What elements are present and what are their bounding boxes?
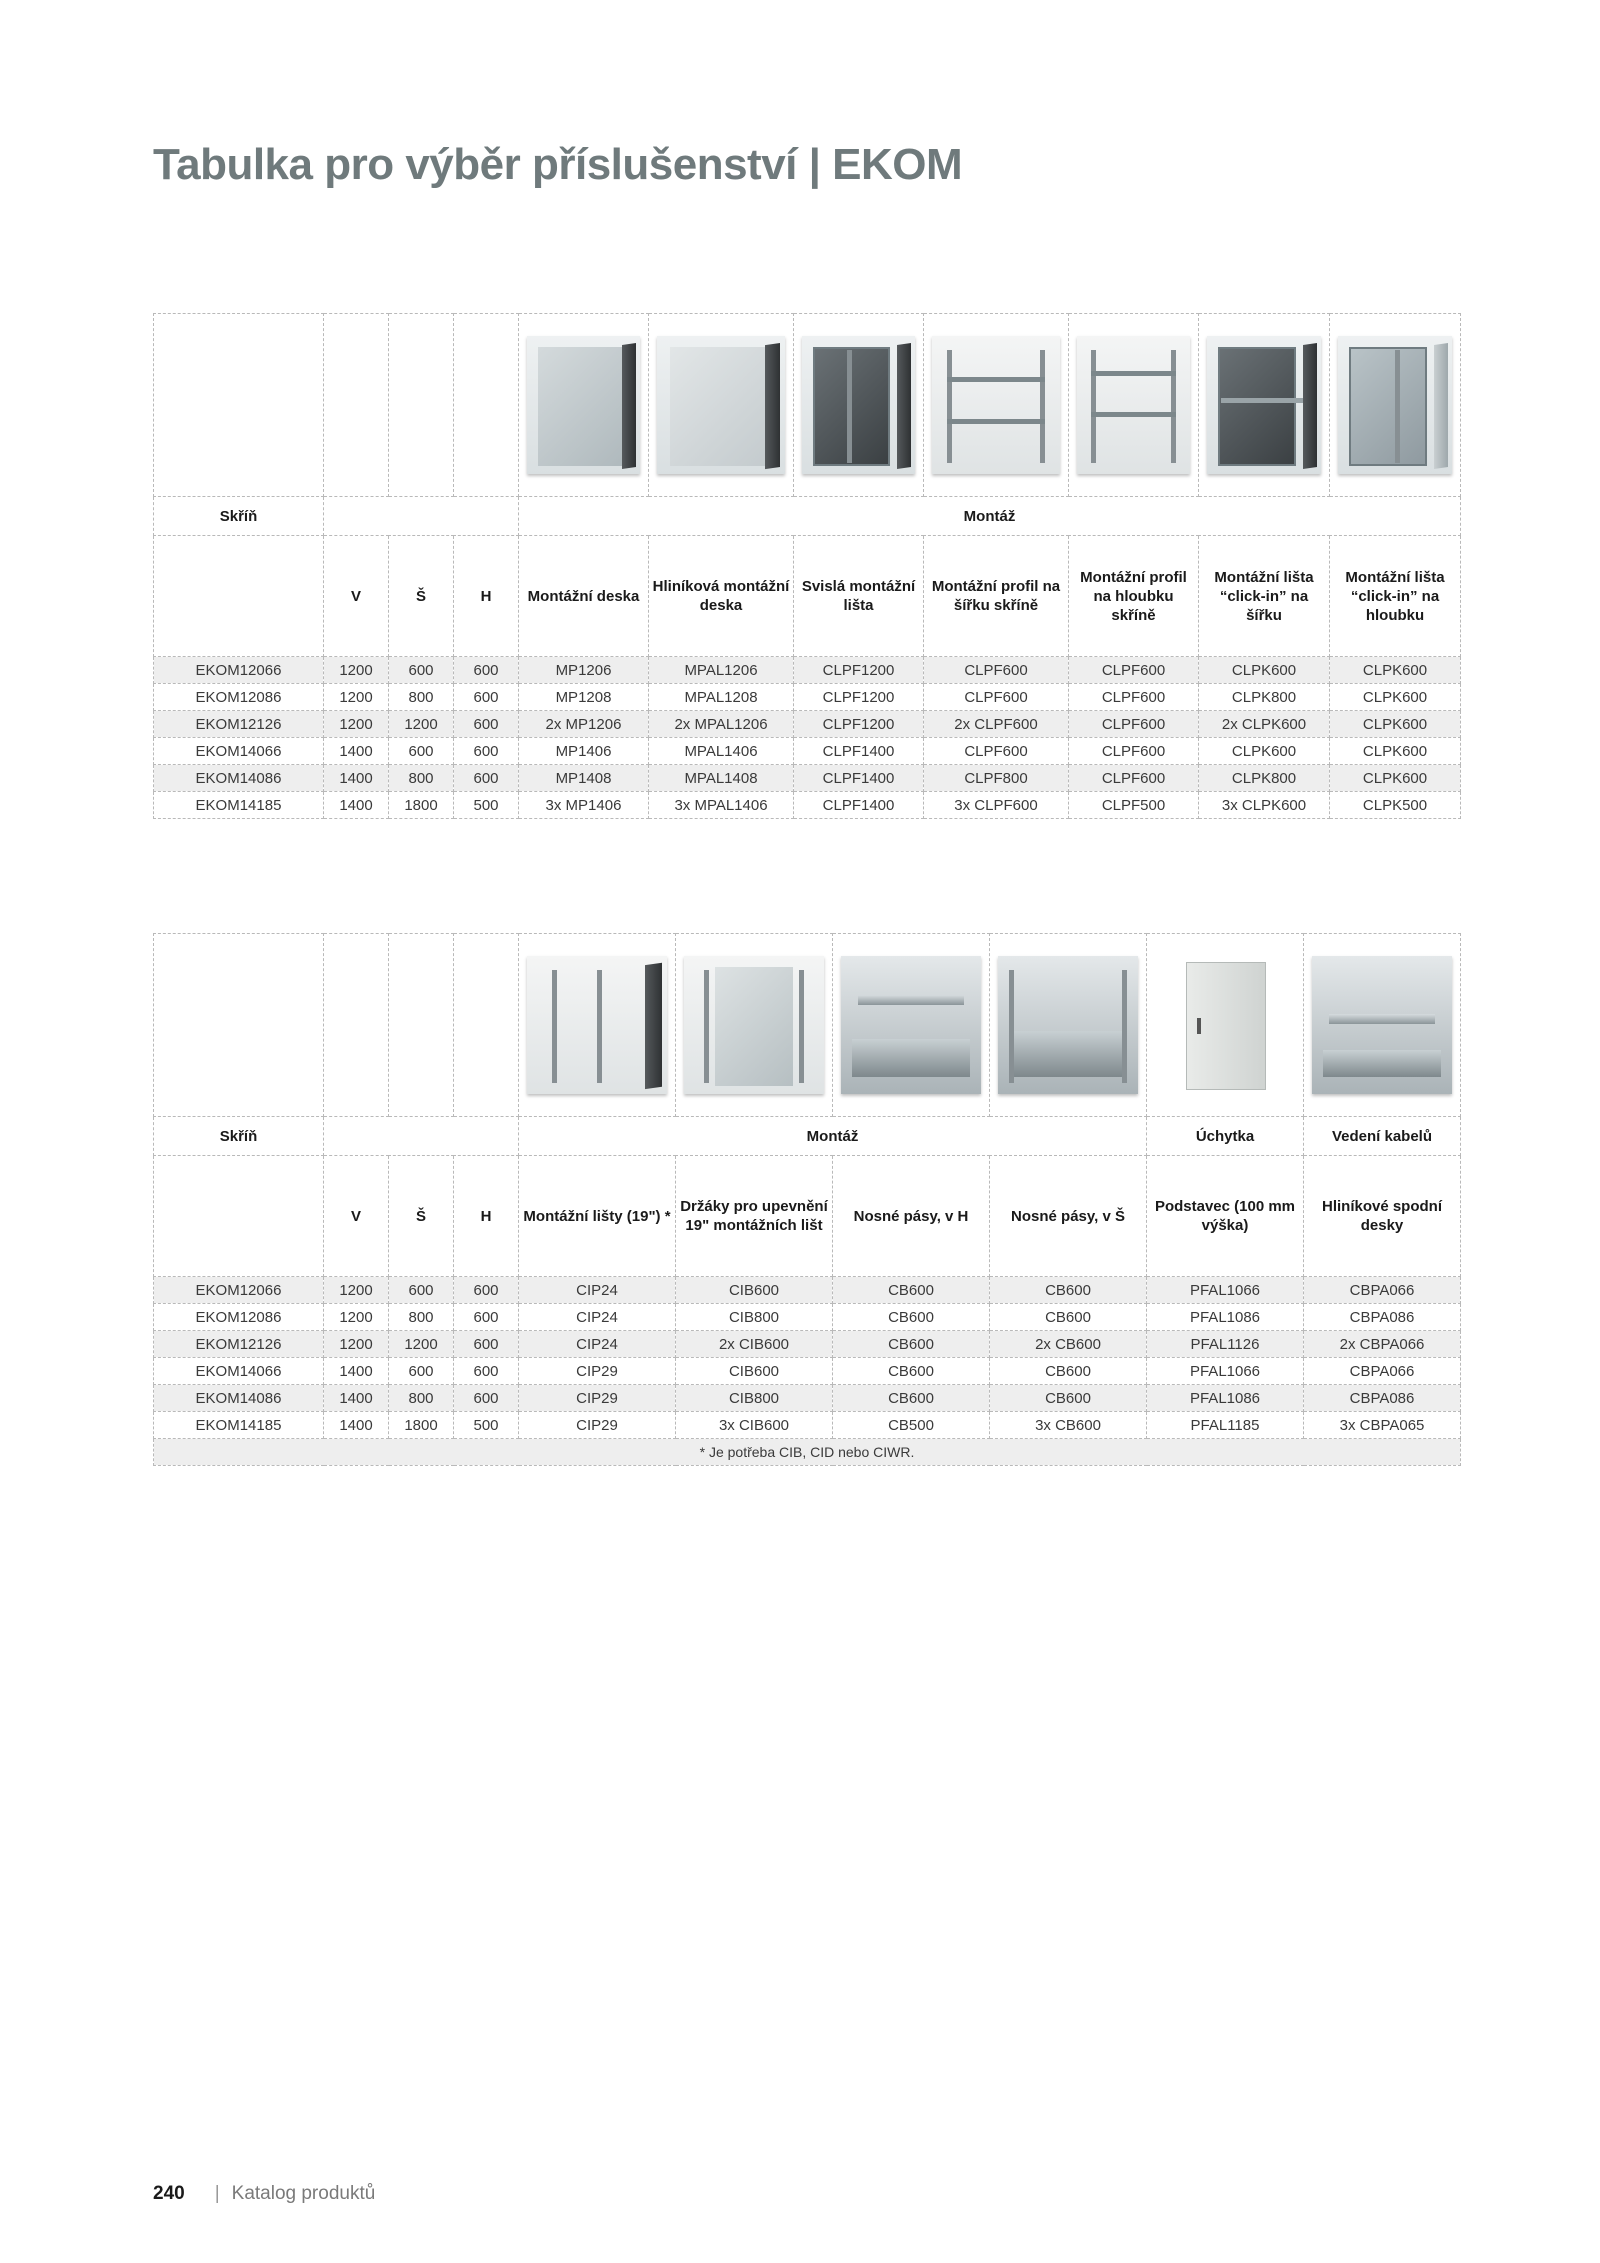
table-cell: CIB600	[676, 1277, 833, 1304]
table-cell: 600	[454, 657, 519, 684]
table-cell: 3x CLPF600	[924, 792, 1069, 819]
table-cell: 1400	[324, 792, 389, 819]
empty-cell	[389, 314, 454, 497]
table-cell: 3x CBPA065	[1304, 1412, 1461, 1439]
table-cell: PFAL1066	[1147, 1277, 1304, 1304]
table-cell: 1400	[324, 1412, 389, 1439]
table-cell: CB600	[990, 1385, 1147, 1412]
table-cell: 800	[389, 1304, 454, 1331]
table-cell: PFAL1086	[1147, 1304, 1304, 1331]
table-cell: 1200	[324, 711, 389, 738]
cabinet-bottom-plates-image	[1312, 956, 1452, 1094]
table-cell: CLPF600	[924, 684, 1069, 711]
table-cell: 600	[454, 1358, 519, 1385]
empty-cell	[324, 934, 389, 1117]
empty-cell	[454, 314, 519, 497]
column-header-row	[154, 1156, 1461, 1277]
empty-cell	[454, 934, 519, 1117]
table-cell: 3x CIB600	[676, 1412, 833, 1439]
table-cell: 3x MPAL1406	[649, 792, 794, 819]
footnote: * Je potřeba CIB, CID nebo CIWR.	[154, 1439, 1461, 1466]
table-cell: CLPF1400	[794, 765, 924, 792]
table-cell: 600	[454, 765, 519, 792]
table-cell: MP1206	[519, 657, 649, 684]
group-mounting: Montáž	[519, 1117, 1147, 1156]
table-cell: CLPF800	[924, 765, 1069, 792]
cabinet-code: EKOM12126	[154, 1331, 324, 1358]
column-header: Montážní profil na hloubku skříně	[1069, 536, 1199, 657]
table-cell: 1400	[324, 765, 389, 792]
column-header: Š	[389, 536, 454, 657]
table-cell: PFAL1126	[1147, 1331, 1304, 1358]
table-cell: CIP29	[519, 1412, 676, 1439]
table-cell: 1200	[389, 1331, 454, 1358]
table-cell: 600	[389, 738, 454, 765]
cabinet-code: EKOM14086	[154, 765, 324, 792]
page-footer	[153, 2183, 375, 2205]
column-header: H	[454, 1156, 519, 1277]
table-row	[154, 1304, 1461, 1331]
footnote-row	[154, 1439, 1461, 1466]
column-header: Montážní lišta “click-in” na hloubku	[1330, 536, 1461, 657]
table-cell: 800	[389, 765, 454, 792]
column-header: Š	[389, 1156, 454, 1277]
column-header	[154, 1156, 324, 1277]
empty-cell	[324, 1117, 519, 1156]
cabinet-19-rails-image	[527, 956, 667, 1094]
cabinet-code: EKOM14066	[154, 1358, 324, 1385]
table-cell: CLPK600	[1330, 684, 1461, 711]
table-cell: CIP24	[519, 1304, 676, 1331]
table-cell: CBPA066	[1304, 1358, 1461, 1385]
table-cell: CBPA066	[1304, 1277, 1461, 1304]
table-cell: 500	[454, 792, 519, 819]
table-cell: 600	[454, 1385, 519, 1412]
empty-cell	[154, 314, 324, 497]
table-cell: CLPF600	[1069, 684, 1199, 711]
table-cell: 600	[389, 1358, 454, 1385]
table-cell: MP1408	[519, 765, 649, 792]
accessory-table-1	[153, 313, 1461, 819]
catalog-label: Katalog produktů	[231, 2183, 376, 2204]
table-cell: PFAL1086	[1147, 1385, 1304, 1412]
column-header: Hliníková montážní deska	[649, 536, 794, 657]
cabinet-code: EKOM14185	[154, 1412, 324, 1439]
table-cell: 600	[454, 684, 519, 711]
table-cell: 1200	[324, 684, 389, 711]
column-header: Montážní lišta “click-in” na šířku	[1199, 536, 1330, 657]
table-cell: CLPK600	[1330, 765, 1461, 792]
image-row	[154, 314, 1461, 497]
page-number: 240	[153, 2183, 185, 2204]
table-cell: CLPF500	[1069, 792, 1199, 819]
cabinet-code: EKOM12126	[154, 711, 324, 738]
table-cell: 600	[389, 1277, 454, 1304]
table-cell: 1400	[324, 1385, 389, 1412]
table-cell: CB600	[833, 1304, 990, 1331]
accessory-table-2	[153, 933, 1461, 1466]
table-cell: 3x CB600	[990, 1412, 1147, 1439]
cabinet-code: EKOM12086	[154, 684, 324, 711]
table-row	[154, 765, 1461, 792]
table-cell: CLPF600	[1069, 711, 1199, 738]
table-row	[154, 1331, 1461, 1358]
table-cell: CIB800	[676, 1304, 833, 1331]
table-row	[154, 1385, 1461, 1412]
column-header-row	[154, 536, 1461, 657]
table-cell: 2x CB600	[990, 1331, 1147, 1358]
table-cell: CLPF600	[924, 738, 1069, 765]
table-cell: CLPF600	[924, 657, 1069, 684]
table-cell: CIB800	[676, 1385, 833, 1412]
table-cell: 600	[454, 738, 519, 765]
table-cell: CLPF1400	[794, 738, 924, 765]
cabinet-code: EKOM12086	[154, 1304, 324, 1331]
table-row	[154, 1412, 1461, 1439]
table-row	[154, 1277, 1461, 1304]
column-header: Podstavec (100 mm výška)	[1147, 1156, 1304, 1277]
table-cell: CBPA086	[1304, 1304, 1461, 1331]
cabinet-aluminium-plate-image	[657, 336, 785, 474]
table-cell: CLPF600	[1069, 765, 1199, 792]
table-cell: CLPF1200	[794, 711, 924, 738]
table-cell: CIP24	[519, 1331, 676, 1358]
column-header	[154, 536, 324, 657]
group-header-row	[154, 497, 1461, 536]
group-header-row	[154, 1117, 1461, 1156]
table-cell: 800	[389, 1385, 454, 1412]
table-cell: MPAL1406	[649, 738, 794, 765]
column-header: Montážní deska	[519, 536, 649, 657]
table-cell: CB600	[833, 1277, 990, 1304]
table-cell: CIP29	[519, 1358, 676, 1385]
column-header: Hliníkové spodní desky	[1304, 1156, 1461, 1277]
table-cell: 800	[389, 684, 454, 711]
cabinet-mounting-plate-image	[527, 336, 640, 474]
column-header: Svislá montážní lišta	[794, 536, 924, 657]
cabinet-code: EKOM14086	[154, 1385, 324, 1412]
table-cell: CLPF600	[1069, 657, 1199, 684]
cabinet-width-profile-image	[932, 336, 1060, 474]
table-cell: CLPK600	[1330, 711, 1461, 738]
table-cell: CLPF600	[1069, 738, 1199, 765]
table-cell: CLPF1200	[794, 684, 924, 711]
group-grip: Úchytka	[1147, 1117, 1304, 1156]
cabinet-vertical-rail-image	[802, 336, 915, 474]
column-header: Nosné pásy, v H	[833, 1156, 990, 1277]
table-cell: CLPK800	[1199, 765, 1330, 792]
empty-cell	[324, 314, 389, 497]
table-cell: CB600	[990, 1358, 1147, 1385]
table-cell: MPAL1408	[649, 765, 794, 792]
table-cell: CLPK500	[1330, 792, 1461, 819]
table-cell: CIP29	[519, 1385, 676, 1412]
table-cell: CIP24	[519, 1277, 676, 1304]
table-cell: CLPK600	[1199, 738, 1330, 765]
column-header: V	[324, 536, 389, 657]
table-cell: CBPA086	[1304, 1385, 1461, 1412]
table-cell: CLPK800	[1199, 684, 1330, 711]
group-cable: Vedení kabelů	[1304, 1117, 1461, 1156]
cabinet-code: EKOM14066	[154, 738, 324, 765]
table-cell: 600	[454, 1331, 519, 1358]
empty-cell	[154, 934, 324, 1117]
table-cell: 1800	[389, 1412, 454, 1439]
column-header: Montážní profil na šířku skříně	[924, 536, 1069, 657]
column-header: H	[454, 536, 519, 657]
group-cabinet: Skříň	[154, 497, 324, 536]
cabinet-support-width-image	[998, 956, 1138, 1094]
table-cell: PFAL1066	[1147, 1358, 1304, 1385]
table-cell: 2x CLPK600	[1199, 711, 1330, 738]
table-cell: CB500	[833, 1412, 990, 1439]
table-cell: CB600	[833, 1358, 990, 1385]
table-cell: 2x CIB600	[676, 1331, 833, 1358]
footer-separator: |	[214, 2183, 220, 2204]
table-cell: 600	[454, 711, 519, 738]
table-cell: CLPF1200	[794, 657, 924, 684]
empty-cell	[389, 934, 454, 1117]
cabinet-code: EKOM14185	[154, 792, 324, 819]
table-cell: CB600	[833, 1385, 990, 1412]
cabinet-support-depth-image	[841, 956, 981, 1094]
table-cell: 3x MP1406	[519, 792, 649, 819]
column-header: Držáky pro upevnění 19" montážních lišt	[676, 1156, 833, 1277]
table-cell: CLPK600	[1330, 738, 1461, 765]
table-cell: 1200	[389, 711, 454, 738]
table-cell: PFAL1185	[1147, 1412, 1304, 1439]
cabinet-plinth-image	[1155, 956, 1295, 1094]
empty-cell	[324, 497, 519, 536]
table-cell: 2x CBPA066	[1304, 1331, 1461, 1358]
group-mounting: Montáž	[519, 497, 1461, 536]
table-row	[154, 1358, 1461, 1385]
table-cell: 2x MPAL1206	[649, 711, 794, 738]
table-cell: CB600	[990, 1277, 1147, 1304]
cabinet-19-brackets-image	[684, 956, 824, 1094]
table-row	[154, 657, 1461, 684]
table-cell: MPAL1208	[649, 684, 794, 711]
table-cell: CLPK600	[1199, 657, 1330, 684]
table-cell: CLPF1400	[794, 792, 924, 819]
table-cell: 2x CLPF600	[924, 711, 1069, 738]
table-cell: 3x CLPK600	[1199, 792, 1330, 819]
cabinet-clickin-width-image	[1207, 336, 1321, 474]
table-cell: CB600	[833, 1331, 990, 1358]
table-row	[154, 792, 1461, 819]
table-cell: 1200	[324, 1304, 389, 1331]
table-cell: MP1208	[519, 684, 649, 711]
group-cabinet: Skříň	[154, 1117, 324, 1156]
column-header: Nosné pásy, v Š	[990, 1156, 1147, 1277]
table-row	[154, 711, 1461, 738]
table-cell: MP1406	[519, 738, 649, 765]
cabinet-depth-profile-image	[1077, 336, 1190, 474]
table-cell: 600	[454, 1277, 519, 1304]
cabinet-clickin-depth-image	[1338, 336, 1452, 474]
table-cell: 1400	[324, 738, 389, 765]
table-cell: CIB600	[676, 1358, 833, 1385]
table-cell: 1800	[389, 792, 454, 819]
table-cell: 1200	[324, 657, 389, 684]
page-title: Tabulka pro výběr příslušenství | EKOM	[153, 140, 963, 189]
image-row	[154, 934, 1461, 1117]
table-row	[154, 684, 1461, 711]
table-cell: 1200	[324, 1331, 389, 1358]
table-cell: 600	[454, 1304, 519, 1331]
table-row	[154, 738, 1461, 765]
table-cell: 1400	[324, 1358, 389, 1385]
table-cell: 1200	[324, 1277, 389, 1304]
column-header: V	[324, 1156, 389, 1277]
table-cell: 500	[454, 1412, 519, 1439]
column-header: Montážní lišty (19") *	[519, 1156, 676, 1277]
table-cell: 600	[389, 657, 454, 684]
table-cell: CB600	[990, 1304, 1147, 1331]
cabinet-code: EKOM12066	[154, 1277, 324, 1304]
cabinet-code: EKOM12066	[154, 657, 324, 684]
table-cell: 2x MP1206	[519, 711, 649, 738]
table-cell: CLPK600	[1330, 657, 1461, 684]
table-cell: MPAL1206	[649, 657, 794, 684]
